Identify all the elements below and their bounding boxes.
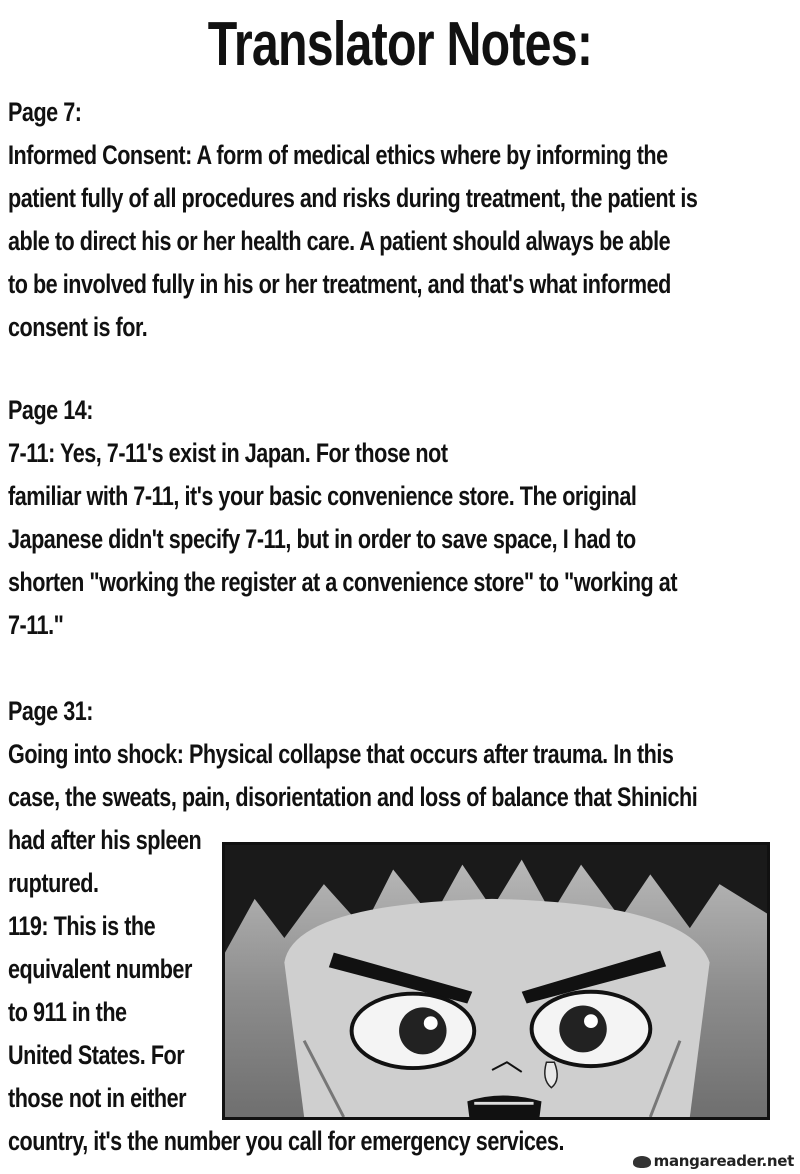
note-line: able to direct his or her health care. A patient should always be able [8,226,671,256]
watermark [633,1152,794,1170]
note-line: to be involved fully in his or her treatment, and that's what informed [8,269,671,299]
note-line: to 911 in the [8,997,127,1027]
note-heading-page-14: Page 14: [8,395,94,425]
note-line: 7-11." [8,610,64,640]
note-line: ruptured. [8,868,99,898]
note-heading-page-7: Page 7: [8,97,82,127]
note-line: equivalent number [8,954,192,984]
note-line: had after his spleen [8,825,202,855]
note-line: shorten "working the register at a convenience store" to "working at [8,567,678,597]
manga-panel-image [222,842,770,1120]
note-line: those not in either [8,1083,187,1113]
note-line: country, it's the number you call for emergency services. [8,1126,564,1156]
note-line: consent is for. [8,312,148,342]
face-illustration [225,845,767,1117]
panda-logo-icon [633,1156,651,1168]
note-line: familiar with 7-11, it's your basic convenience store. The original [8,481,637,511]
note-line: Informed Consent: A form of medical ethics where by informing the [8,140,668,170]
note-heading-page-31: Page 31: [8,696,94,726]
note-line: Japanese didn't specify 7-11, but in order to save space, I had to [8,524,636,554]
page-title: Translator Notes: [207,10,593,79]
note-line: case, the sweats, pain, disorientation and loss of balance that Shinichi [8,782,698,812]
note-line: 119: This is the [8,911,156,941]
watermark-text: mangareader.net [653,1152,794,1170]
note-line: United States. For [8,1040,185,1070]
note-line: 7-11: Yes, 7-11's exist in Japan. For those not [8,438,448,468]
note-line: Going into shock: Physical collapse that occurs after trauma. In this [8,739,674,769]
note-line: patient fully of all procedures and risks during treatment, the patient is [8,183,698,213]
